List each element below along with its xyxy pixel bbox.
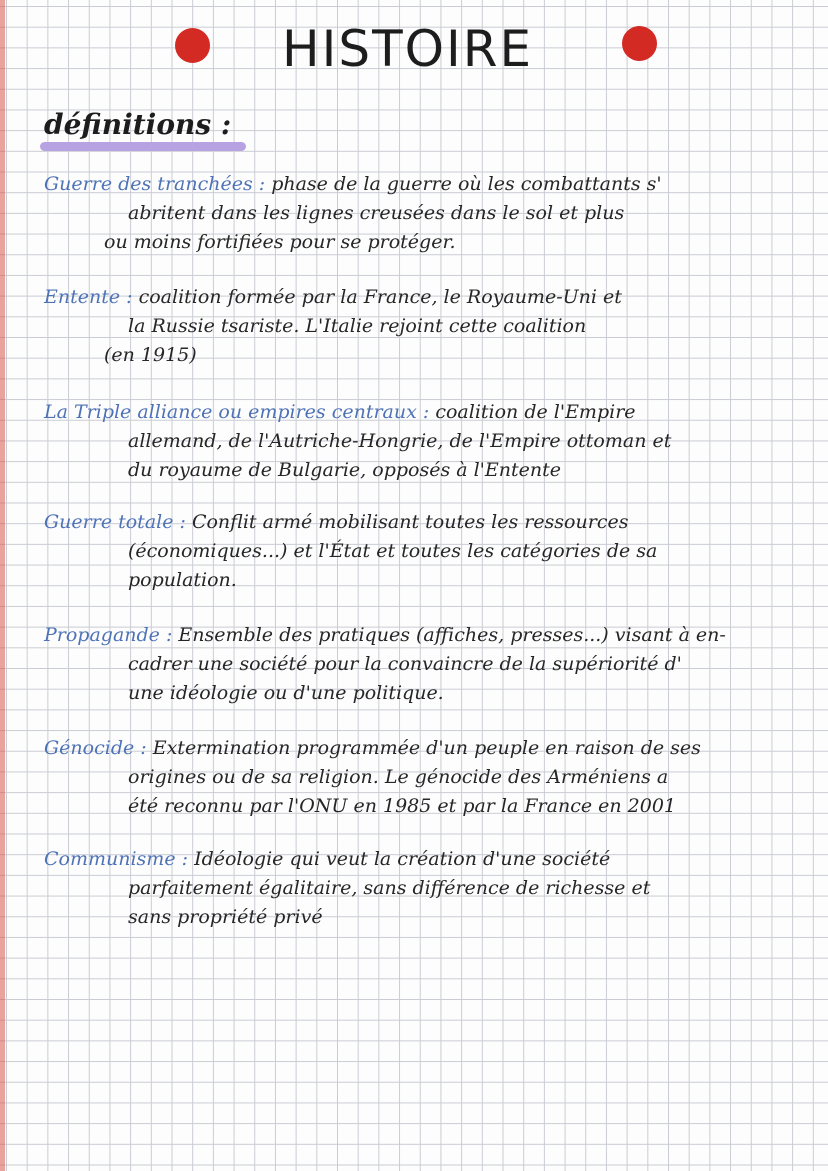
definition-line: sans propriété privé bbox=[128, 906, 323, 928]
definition-line: Idéologie qui veut la création d'une société bbox=[194, 848, 611, 870]
definition-term: Entente : bbox=[44, 286, 133, 308]
red-dot-decoration-left bbox=[175, 28, 210, 63]
definition-term: Guerre totale : bbox=[44, 511, 186, 533]
definition-genocide bbox=[44, 734, 814, 821]
definition-line: coalition formée par la France, le Royaume-Uni et bbox=[138, 286, 622, 308]
definition-line: ou moins fortifiées pour se protéger. bbox=[104, 231, 456, 253]
definition-propagande bbox=[44, 621, 814, 708]
section-heading: définitions : bbox=[44, 108, 232, 141]
definition-term: Guerre des tranchées : bbox=[44, 173, 266, 195]
definition-triple-alliance bbox=[44, 398, 814, 485]
definition-guerre-totale bbox=[44, 508, 814, 595]
section-heading-highlight bbox=[40, 142, 246, 151]
definition-line: abritent dans les lignes creusées dans le sol et plus bbox=[128, 202, 625, 224]
definition-communisme bbox=[44, 845, 814, 932]
page-title: HISTOIRE bbox=[282, 20, 534, 78]
definition-line: coalition de l'Empire bbox=[435, 401, 636, 423]
definition-line: Extermination programmée d'un peuple en raison de ses bbox=[152, 737, 701, 759]
definition-line: phase de la guerre où les combattants s' bbox=[271, 173, 662, 195]
definition-term: Propagande : bbox=[44, 624, 173, 646]
definition-line: une idéologie ou d'une politique. bbox=[128, 682, 444, 704]
definition-line: Conflit armé mobilisant toutes les ressources bbox=[191, 511, 629, 533]
definition-line: (économiques...) et l'État et toutes les catégories de sa bbox=[128, 540, 658, 562]
definition-term: Génocide : bbox=[44, 737, 147, 759]
definition-line: cadrer une société pour la convaincre de la supériorité d' bbox=[128, 653, 682, 675]
definition-line: la Russie tsariste. L'Italie rejoint cette coalition bbox=[128, 315, 587, 337]
definition-line: allemand, de l'Autriche-Hongrie, de l'Empire ottoman et bbox=[128, 430, 672, 452]
definition-line: origines ou de sa religion. Le génocide des Arméniens a bbox=[128, 766, 669, 788]
definition-line: population. bbox=[128, 569, 237, 591]
definition-line: été reconnu par l'ONU en 1985 et par la France en 2001 bbox=[128, 795, 677, 817]
definition-line: du royaume de Bulgarie, opposés à l'Entente bbox=[128, 459, 562, 481]
definition-entente bbox=[44, 283, 814, 370]
definition-line: (en 1915) bbox=[104, 344, 197, 366]
definition-line: parfaitement égalitaire, sans différence de richesse et bbox=[128, 877, 651, 899]
definition-term: Communisme : bbox=[44, 848, 189, 870]
definition-term: La Triple alliance ou empires centraux : bbox=[44, 401, 430, 423]
page-margin-line bbox=[0, 0, 5, 1171]
red-dot-decoration-right bbox=[622, 26, 657, 61]
definition-guerre-des-tranchees bbox=[44, 170, 814, 257]
definition-line: Ensemble des pratiques (affiches, presses...) visant à en- bbox=[178, 624, 726, 646]
